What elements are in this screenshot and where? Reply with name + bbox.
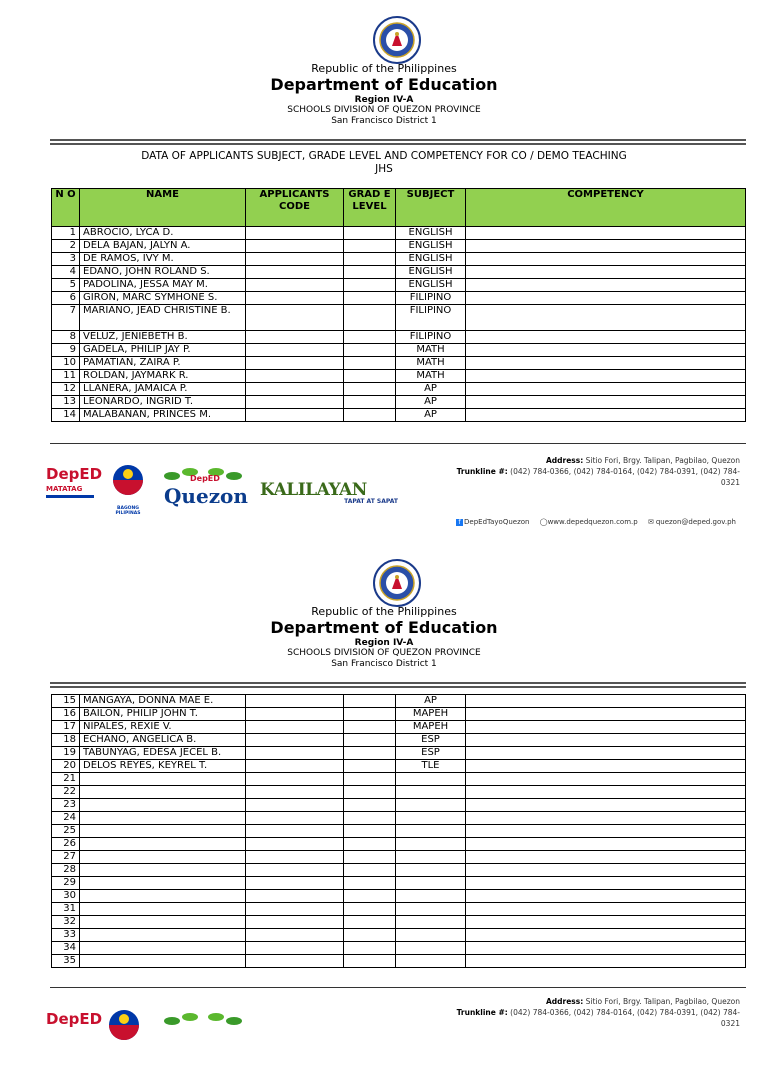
cell-no: 23 xyxy=(52,799,80,812)
cell-competency xyxy=(466,929,746,942)
cell-name: LEONARDO, INGRID T. xyxy=(80,396,246,409)
table-row xyxy=(52,292,746,305)
cell-name: MARIANO, JEAD CHRISTINE B. xyxy=(80,305,246,331)
cell-competency xyxy=(466,812,746,825)
table-row xyxy=(52,721,746,734)
globe-icon: ◯ xyxy=(539,518,548,526)
cell-no: 10 xyxy=(52,357,80,370)
cell-grade xyxy=(344,227,396,240)
column-header-code: APPLICANTS CODE xyxy=(246,189,344,227)
cell-subject xyxy=(396,890,466,903)
cell-no: 14 xyxy=(52,409,80,422)
cell-competency xyxy=(466,760,746,773)
cell-subject: MATH xyxy=(396,357,466,370)
trunkline-text: (042) 784-0366, (042) 784-0164, (042) 784-0391, (042) 784-0321 xyxy=(510,467,740,487)
cell-code xyxy=(246,747,344,760)
cell-competency xyxy=(466,799,746,812)
cell-name xyxy=(80,903,246,916)
cell-grade xyxy=(344,734,396,747)
table-row xyxy=(52,409,746,422)
cell-competency xyxy=(466,240,746,253)
cell-competency xyxy=(466,266,746,279)
table-row xyxy=(52,344,746,357)
footer-logos xyxy=(46,1003,406,1067)
cell-competency xyxy=(466,825,746,838)
cell-name xyxy=(80,812,246,825)
cell-name: NIPALES, REXIE V. xyxy=(80,721,246,734)
cell-no: 11 xyxy=(52,370,80,383)
cell-no: 17 xyxy=(52,721,80,734)
cell-grade xyxy=(344,721,396,734)
table-row xyxy=(52,955,746,968)
cell-code xyxy=(246,344,344,357)
footer-divider xyxy=(50,987,746,988)
facebook-icon: f xyxy=(456,519,463,526)
table-row xyxy=(52,396,746,409)
cell-name: LLANERA, JAMAICA P. xyxy=(80,383,246,396)
cell-competency xyxy=(466,695,746,708)
cell-name: PAMATIAN, ZAIRA P. xyxy=(80,357,246,370)
table-row xyxy=(52,253,746,266)
column-header-name: NAME xyxy=(80,189,246,227)
table-row xyxy=(52,357,746,370)
cell-name xyxy=(80,786,246,799)
header-divider xyxy=(50,682,746,688)
cell-subject: ENGLISH xyxy=(396,253,466,266)
document-subtitle: JHS xyxy=(375,163,393,175)
cell-subject xyxy=(396,955,466,968)
table-row xyxy=(52,851,746,864)
cell-grade xyxy=(344,383,396,396)
cell-no: 3 xyxy=(52,253,80,266)
cell-name: ROLDAN, JAYMARK R. xyxy=(80,370,246,383)
mail-icon: ✉ xyxy=(647,518,654,526)
cell-grade xyxy=(344,942,396,955)
department-title: Department of Education xyxy=(270,75,498,94)
cell-competency xyxy=(466,370,746,383)
cell-no: 28 xyxy=(52,864,80,877)
bagong-pilipinas-logo: BAGONG PILIPINAS xyxy=(104,462,152,516)
table-row xyxy=(52,825,746,838)
address-text: Sitio Fori, Brgy. Talipan, Pagbilao, Quezon xyxy=(585,997,740,1006)
cell-name: GADELA, PHILIP JAY P. xyxy=(80,344,246,357)
footer-contacts xyxy=(448,518,736,526)
cell-name: MANGAYA, DONNA MAE E. xyxy=(80,695,246,708)
table-row xyxy=(52,799,746,812)
cell-no: 24 xyxy=(52,812,80,825)
cell-subject: AP xyxy=(396,396,466,409)
trunkline-text: (042) 784-0366, (042) 784-0164, (042) 784-0391, (042) 784-0321 xyxy=(510,1008,740,1028)
cell-subject xyxy=(396,942,466,955)
cell-no: 4 xyxy=(52,266,80,279)
cell-competency xyxy=(466,851,746,864)
cell-code xyxy=(246,708,344,721)
cell-no: 19 xyxy=(52,747,80,760)
cell-no: 34 xyxy=(52,942,80,955)
region-text: Region IV-A xyxy=(354,95,414,105)
cell-subject: ENGLISH xyxy=(396,227,466,240)
cell-no: 30 xyxy=(52,890,80,903)
cell-grade xyxy=(344,253,396,266)
cell-name: DELOS REYES, KEYREL T. xyxy=(80,760,246,773)
cell-grade xyxy=(344,773,396,786)
cell-no: 12 xyxy=(52,383,80,396)
cell-no: 35 xyxy=(52,955,80,968)
cell-code xyxy=(246,292,344,305)
department-title: Department of Education xyxy=(270,618,498,637)
district-text: San Francisco District 1 xyxy=(331,659,437,669)
cell-no: 18 xyxy=(52,734,80,747)
table-row xyxy=(52,812,746,825)
cell-grade xyxy=(344,864,396,877)
cell-grade xyxy=(344,370,396,383)
table-row xyxy=(52,942,746,955)
cell-grade xyxy=(344,279,396,292)
cell-name xyxy=(80,799,246,812)
cell-no: 13 xyxy=(52,396,80,409)
cell-subject xyxy=(396,812,466,825)
applicants-table-page-2 xyxy=(51,694,746,968)
cell-competency xyxy=(466,331,746,344)
cell-grade xyxy=(344,838,396,851)
cell-name xyxy=(80,942,246,955)
cell-competency xyxy=(466,734,746,747)
cell-competency xyxy=(466,747,746,760)
cell-subject: ESP xyxy=(396,747,466,760)
cell-subject xyxy=(396,773,466,786)
cell-code xyxy=(246,903,344,916)
cell-grade xyxy=(344,786,396,799)
cell-no: 21 xyxy=(52,773,80,786)
cell-name xyxy=(80,773,246,786)
cell-code xyxy=(246,773,344,786)
cell-grade xyxy=(344,799,396,812)
cell-competency xyxy=(466,383,746,396)
cell-subject: AP xyxy=(396,695,466,708)
cell-subject: ENGLISH xyxy=(396,266,466,279)
website-contact[interactable]: ◯www.depedquezon.com.p xyxy=(539,518,638,526)
table-row xyxy=(52,864,746,877)
cell-subject xyxy=(396,825,466,838)
cell-code xyxy=(246,825,344,838)
footer-divider xyxy=(50,443,746,444)
cell-subject xyxy=(396,799,466,812)
cell-name xyxy=(80,929,246,942)
table-row xyxy=(52,331,746,344)
district-text: San Francisco District 1 xyxy=(331,116,437,126)
cell-grade xyxy=(344,266,396,279)
cell-name: TABUNYAG, EDESA JECEL B. xyxy=(80,747,246,760)
deped-matatag-logo: DepED MATATAG xyxy=(46,466,94,498)
cell-subject: ENGLISH xyxy=(396,279,466,292)
header-divider xyxy=(50,139,746,145)
cell-subject: MAPEH xyxy=(396,721,466,734)
cell-competency xyxy=(466,916,746,929)
facebook-contact[interactable]: f DepEdTayoQuezon xyxy=(456,518,530,526)
cell-grade xyxy=(344,708,396,721)
table-row xyxy=(52,383,746,396)
email-contact[interactable]: ✉ quezon@deped.gov.ph xyxy=(647,518,736,526)
table-row xyxy=(52,916,746,929)
table-row xyxy=(52,877,746,890)
table-row xyxy=(52,786,746,799)
cell-code xyxy=(246,396,344,409)
cell-grade xyxy=(344,916,396,929)
cell-name xyxy=(80,955,246,968)
cell-code xyxy=(246,812,344,825)
cell-code xyxy=(246,890,344,903)
cell-subject xyxy=(396,838,466,851)
deped-matatag-logo: DepED xyxy=(46,1010,103,1028)
cell-code xyxy=(246,695,344,708)
cell-code xyxy=(246,240,344,253)
cell-name: ECHANO, ANGELICA B. xyxy=(80,734,246,747)
cell-code xyxy=(246,279,344,292)
cell-code xyxy=(246,721,344,734)
region-text: Region IV-A xyxy=(354,638,414,648)
cell-grade xyxy=(344,695,396,708)
cell-name xyxy=(80,877,246,890)
cell-code xyxy=(246,734,344,747)
cell-code xyxy=(246,409,344,422)
cell-no: 15 xyxy=(52,695,80,708)
cell-competency xyxy=(466,838,746,851)
cell-grade xyxy=(344,240,396,253)
cell-name xyxy=(80,838,246,851)
cell-code xyxy=(246,864,344,877)
deped-quezon-logo xyxy=(160,1009,246,1029)
table-row xyxy=(52,838,746,851)
cell-code xyxy=(246,760,344,773)
cell-subject xyxy=(396,864,466,877)
cell-grade xyxy=(344,357,396,370)
table-body-page-2 xyxy=(52,695,746,968)
table-row xyxy=(52,279,746,292)
deped-seal-icon xyxy=(373,16,421,64)
cell-grade xyxy=(344,409,396,422)
cell-grade xyxy=(344,344,396,357)
cell-competency xyxy=(466,357,746,370)
cell-code xyxy=(246,227,344,240)
column-header-subject: SUBJECT xyxy=(396,189,466,227)
deped-quezon-logo: DepED Quezon xyxy=(160,464,246,512)
footer-address: Address: Sitio Fori, Brgy. Talipan, Pagbilao, Quezon Trunkline #: (042) 784-0366, (042) 784-0164, (042) 784-0391, (042) 784-0321 xyxy=(456,456,740,487)
cell-grade xyxy=(344,331,396,344)
cell-competency xyxy=(466,253,746,266)
bagong-pilipinas-icon xyxy=(104,1007,144,1047)
cell-no: 29 xyxy=(52,877,80,890)
cell-subject: MATH xyxy=(396,370,466,383)
cell-name: VELUZ, JENIEBETH B. xyxy=(80,331,246,344)
cell-subject xyxy=(396,786,466,799)
division-text: SCHOOLS DIVISION OF QUEZON PROVINCE xyxy=(287,648,481,658)
cell-grade xyxy=(344,305,396,331)
cell-code xyxy=(246,955,344,968)
cell-code xyxy=(246,929,344,942)
cell-subject xyxy=(396,877,466,890)
cell-subject xyxy=(396,929,466,942)
cell-grade xyxy=(344,877,396,890)
cell-name xyxy=(80,864,246,877)
cell-no: 33 xyxy=(52,929,80,942)
cell-code xyxy=(246,851,344,864)
cell-grade xyxy=(344,292,396,305)
cell-subject: ENGLISH xyxy=(396,240,466,253)
cell-name: GIRON, MARC SYMHONE S. xyxy=(80,292,246,305)
cell-name: BAILON, PHILIP JOHN T. xyxy=(80,708,246,721)
cell-competency xyxy=(466,227,746,240)
republic-text: Republic of the Philippines xyxy=(311,605,457,618)
cell-competency xyxy=(466,305,746,331)
cell-name: PADOLINA, JESSA MAY M. xyxy=(80,279,246,292)
footer-address: Address: Sitio Fori, Brgy. Talipan, Pagbilao, Quezon Trunkline #: (042) 784-0366, (042) 784-0164, (042) 784-0391, (042) 784-0321 xyxy=(456,997,740,1028)
cell-subject xyxy=(396,903,466,916)
table-row xyxy=(52,747,746,760)
cell-code xyxy=(246,786,344,799)
table-row xyxy=(52,227,746,240)
cell-competency xyxy=(466,409,746,422)
table-row xyxy=(52,734,746,747)
cell-grade xyxy=(344,955,396,968)
cell-no: 8 xyxy=(52,331,80,344)
kalilayan-logo: KALILAYAN TAPAT AT SAPAT xyxy=(260,480,398,505)
table-row xyxy=(52,760,746,773)
cell-name xyxy=(80,825,246,838)
cell-no: 1 xyxy=(52,227,80,240)
cell-no: 31 xyxy=(52,903,80,916)
cell-no: 32 xyxy=(52,916,80,929)
cell-subject: AP xyxy=(396,383,466,396)
table-row xyxy=(52,773,746,786)
table-row xyxy=(52,370,746,383)
cell-grade xyxy=(344,851,396,864)
cell-code xyxy=(246,253,344,266)
cell-code xyxy=(246,838,344,851)
cell-no: 27 xyxy=(52,851,80,864)
cell-name xyxy=(80,890,246,903)
bagong-pilipinas-icon xyxy=(108,462,148,502)
table-row xyxy=(52,903,746,916)
leaves-icon xyxy=(160,1009,246,1029)
cell-name: ABROCIO, LYCA D. xyxy=(80,227,246,240)
cell-competency xyxy=(466,279,746,292)
cell-code xyxy=(246,266,344,279)
cell-no: 22 xyxy=(52,786,80,799)
applicants-table-page-1 xyxy=(51,188,746,422)
cell-code xyxy=(246,370,344,383)
cell-code xyxy=(246,331,344,344)
document-page-2 xyxy=(0,543,768,1028)
cell-subject: MAPEH xyxy=(396,708,466,721)
cell-name: MALABANAN, PRINCES M. xyxy=(80,409,246,422)
cell-no: 25 xyxy=(52,825,80,838)
table-row xyxy=(52,240,746,253)
table-row xyxy=(52,695,746,708)
cell-competency xyxy=(466,396,746,409)
cell-code xyxy=(246,877,344,890)
cell-name xyxy=(80,916,246,929)
cell-subject: FILIPINO xyxy=(396,331,466,344)
cell-subject: MATH xyxy=(396,344,466,357)
cell-no: 2 xyxy=(52,240,80,253)
cell-no: 26 xyxy=(52,838,80,851)
document-title: DATA OF APPLICANTS SUBJECT, GRADE LEVEL AND COMPETENCY FOR CO / DEMO TEACHING xyxy=(141,150,627,162)
cell-subject: ESP xyxy=(396,734,466,747)
cell-code xyxy=(246,305,344,331)
cell-competency xyxy=(466,708,746,721)
cell-code xyxy=(246,916,344,929)
table-body-page-1 xyxy=(52,227,746,422)
cell-no: 5 xyxy=(52,279,80,292)
cell-grade xyxy=(344,929,396,942)
column-header-competency: COMPETENCY xyxy=(466,189,746,227)
cell-grade xyxy=(344,903,396,916)
cell-subject xyxy=(396,916,466,929)
cell-no: 20 xyxy=(52,760,80,773)
cell-subject: FILIPINO xyxy=(396,292,466,305)
cell-subject: FILIPINO xyxy=(396,305,466,331)
cell-competency xyxy=(466,292,746,305)
cell-competency xyxy=(466,344,746,357)
cell-name: DELA BAJAN, JALYN A. xyxy=(80,240,246,253)
cell-code xyxy=(246,799,344,812)
cell-grade xyxy=(344,812,396,825)
cell-competency xyxy=(466,864,746,877)
republic-text: Republic of the Philippines xyxy=(311,62,457,75)
table-row xyxy=(52,305,746,331)
cell-competency xyxy=(466,786,746,799)
cell-code xyxy=(246,383,344,396)
cell-subject xyxy=(396,851,466,864)
bagong-pilipinas-logo xyxy=(104,1007,144,1051)
cell-code xyxy=(246,357,344,370)
cell-grade xyxy=(344,747,396,760)
cell-competency xyxy=(466,942,746,955)
cell-grade xyxy=(344,396,396,409)
cell-name xyxy=(80,851,246,864)
cell-competency xyxy=(466,721,746,734)
address-text: Sitio Fori, Brgy. Talipan, Pagbilao, Quezon xyxy=(585,456,740,465)
cell-subject: TLE xyxy=(396,760,466,773)
cell-competency xyxy=(466,773,746,786)
cell-no: 7 xyxy=(52,305,80,331)
cell-no: 16 xyxy=(52,708,80,721)
column-header-grade: GRAD E LEVEL xyxy=(344,189,396,227)
cell-grade xyxy=(344,825,396,838)
cell-no: 6 xyxy=(52,292,80,305)
deped-seal-icon xyxy=(373,559,421,607)
footer-logos xyxy=(46,458,406,522)
cell-subject: AP xyxy=(396,409,466,422)
cell-competency xyxy=(466,903,746,916)
cell-name: EDAÑO, JOHN ROLAND S. xyxy=(80,266,246,279)
table-row xyxy=(52,890,746,903)
division-text: SCHOOLS DIVISION OF QUEZON PROVINCE xyxy=(287,105,481,115)
cell-competency xyxy=(466,877,746,890)
cell-no: 9 xyxy=(52,344,80,357)
table-row xyxy=(52,929,746,942)
cell-name: DE RAMOS, IVY M. xyxy=(80,253,246,266)
table-row xyxy=(52,266,746,279)
cell-grade xyxy=(344,890,396,903)
column-header-no: N O xyxy=(52,189,80,227)
table-row xyxy=(52,708,746,721)
cell-competency xyxy=(466,890,746,903)
cell-grade xyxy=(344,760,396,773)
cell-code xyxy=(246,942,344,955)
cell-competency xyxy=(466,955,746,968)
